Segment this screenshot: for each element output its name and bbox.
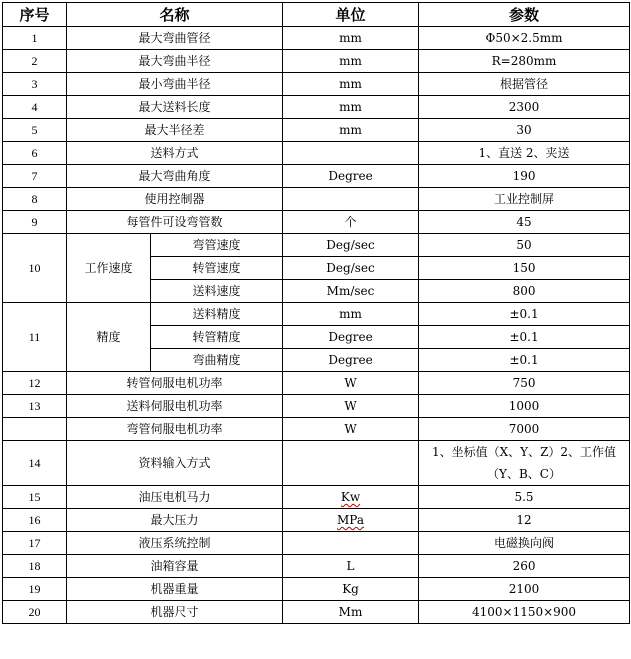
row-name: 送料伺服电机功率 [67,395,283,418]
row-unit-text: Kw [340,490,361,504]
table-row [3,601,630,624]
row-unit [283,532,419,555]
row-value: 12 [419,509,630,532]
table-row [3,119,630,142]
row-value: 1、直送 2、夹送 [419,142,630,165]
row-name: 油压电机马力 [67,486,283,509]
row-value: 2100 [419,578,630,601]
row-value: 30 [419,119,630,142]
row-name: 使用控制器 [67,188,283,211]
table-row [3,418,630,441]
row-index: 1 [3,27,67,50]
row-unit: Deg/sec [283,234,419,257]
table-row [3,555,630,578]
table-row [3,532,630,555]
row-name: 最大送料长度 [67,96,283,119]
row-index: 9 [3,211,67,234]
row-index: 4 [3,96,67,119]
row-unit: 个 [283,211,419,234]
table-row [3,50,630,73]
row-unit: mm [283,73,419,96]
table-row [3,165,630,188]
row-index: 6 [3,142,67,165]
row-unit: Mm [283,601,419,624]
row-value: ±0.1 [419,303,630,326]
table-row [3,96,630,119]
row-index: 13 [3,395,67,418]
row-unit: Degree [283,349,419,372]
row-value: 800 [419,280,630,303]
row-name: 最小弯曲半径 [67,73,283,96]
row-name: 最大压力 [67,509,283,532]
row-unit [283,188,419,211]
header-param: 参数 [419,3,630,27]
row-index: 11 [3,303,67,372]
row-value: 4100×1150×900 [419,601,630,624]
row-unit: L [283,555,419,578]
row-value: 工业控制屏 [419,188,630,211]
row-value: 190 [419,165,630,188]
row-name: 油箱容量 [67,555,283,578]
row-value-line: （Y、B、C） [487,467,561,481]
row-index: 15 [3,486,67,509]
row-unit: mm [283,96,419,119]
row-index: 18 [3,555,67,578]
header-unit: 单位 [283,3,419,27]
row-unit [283,509,419,532]
row-value: R=280mm [419,50,630,73]
row-unit [283,441,419,486]
row-name: 最大弯曲管径 [67,27,283,50]
row-name: 每管件可设弯管数 [67,211,283,234]
row-name: 转管伺服电机功率 [67,372,283,395]
row-unit [283,486,419,509]
row-unit: W [283,395,419,418]
row-unit: Deg/sec [283,257,419,280]
row-index: 5 [3,119,67,142]
header-row [3,3,630,27]
row-value: 7000 [419,418,630,441]
table-row [3,73,630,96]
row-name: 最大弯曲角度 [67,165,283,188]
table-row [3,211,630,234]
row-index: 12 [3,372,67,395]
row-unit: W [283,418,419,441]
row-unit: mm [283,50,419,73]
row-subname: 弯曲精度 [151,349,283,372]
row-name: 最大半径差 [67,119,283,142]
row-unit [283,142,419,165]
row-subname: 弯管速度 [151,234,283,257]
row-value: 电磁换向阀 [419,532,630,555]
row-unit: Degree [283,165,419,188]
group-label-precision: 精度 [67,303,151,372]
row-index: 17 [3,532,67,555]
table-row [3,395,630,418]
row-index: 7 [3,165,67,188]
row-index: 8 [3,188,67,211]
spec-table [2,2,630,624]
row-subname: 送料精度 [151,303,283,326]
table-row [3,509,630,532]
row-subname: 送料速度 [151,280,283,303]
table-row [3,303,630,326]
row-value: 50 [419,234,630,257]
row-name: 机器重量 [67,578,283,601]
row-index: 3 [3,73,67,96]
row-name: 最大弯曲半径 [67,50,283,73]
row-value: 260 [419,555,630,578]
row-value: 750 [419,372,630,395]
row-value: 5.5 [419,486,630,509]
table-row [3,372,630,395]
row-value: ±0.1 [419,326,630,349]
row-value: 根据管径 [419,73,630,96]
row-name: 送料方式 [67,142,283,165]
row-index: 2 [3,50,67,73]
row-index [3,418,67,441]
row-unit: mm [283,303,419,326]
row-index: 10 [3,234,67,303]
row-index: 20 [3,601,67,624]
row-value: 2300 [419,96,630,119]
table-row [3,27,630,50]
row-name: 资料输入方式 [67,441,283,486]
row-name: 弯管伺服电机功率 [67,418,283,441]
row-index: 16 [3,509,67,532]
row-unit: mm [283,27,419,50]
row-value-line: 1、坐标值（X、Y、Z）2、工作值 [431,445,617,459]
row-unit: Degree [283,326,419,349]
header-name: 名称 [67,3,283,27]
header-index: 序号 [3,3,67,27]
row-unit-text: MPa [337,513,364,527]
row-name: 液压系统控制 [67,532,283,555]
row-unit: mm [283,119,419,142]
table-row [3,441,630,486]
row-index: 14 [3,441,67,486]
row-subname: 转管精度 [151,326,283,349]
table-row [3,486,630,509]
row-name: 机器尺寸 [67,601,283,624]
table-row [3,188,630,211]
row-subname: 转管速度 [151,257,283,280]
row-value [419,441,630,486]
group-label-work-speed: 工作速度 [67,234,151,303]
table-row [3,142,630,165]
table-row [3,234,630,257]
row-value: 150 [419,257,630,280]
row-unit: Mm/sec [283,280,419,303]
table-row [3,578,630,601]
row-value: ±0.1 [419,349,630,372]
row-value: 45 [419,211,630,234]
row-unit: Kg [283,578,419,601]
row-index: 19 [3,578,67,601]
row-unit: W [283,372,419,395]
row-value: Φ50×2.5mm [419,27,630,50]
row-value: 1000 [419,395,630,418]
